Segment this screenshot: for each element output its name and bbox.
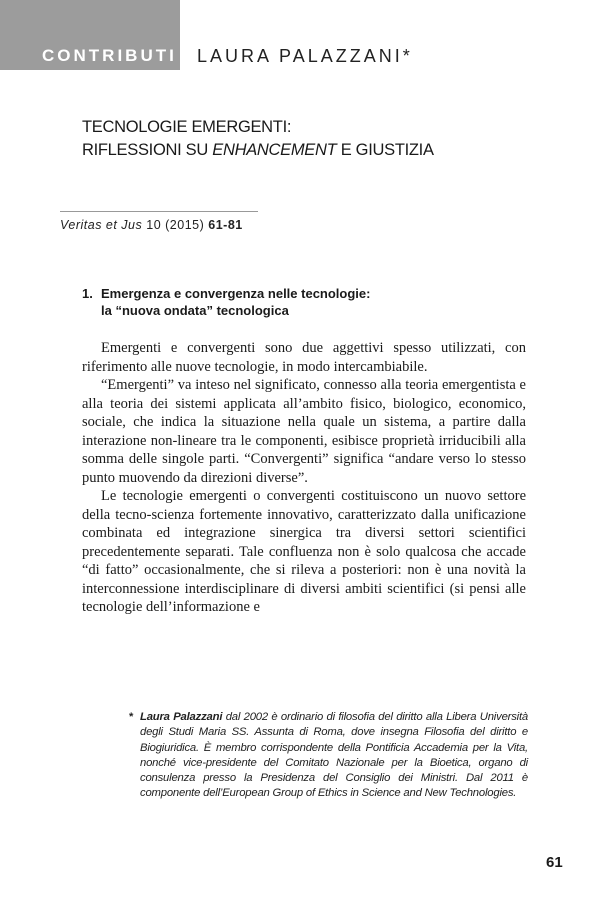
- paragraph: Le tecnologie emergenti o convergenti costituiscono un nuovo settore della tecno-scienza fortemente innovativo, caratterizzato dalla unificazione combinata ed integrazione sinergica tra diversi settori scientifici precedentemente separati. Tale confluenza non è solo qualcosa che accade “di fatto” occasionalmente, che si rileva a posteriori: non è una novità la interconnessione interdisciplinare di diversi ambiti scientifici (si pensi alle tecnologie dell’informazione e: [82, 488, 526, 615]
- section-label: CONTRIBUTI: [42, 46, 177, 65]
- title-line-2-end: E GIUSTIZIA: [336, 141, 434, 159]
- paragraph: “Emergenti” va inteso nel significato, connesso alla teoria emergentista e alla teoria dei sistemi applicata all’ambito fisico, biologico, economico, sociale, che indica la situazione nella quale un sistema, a partire dalla interazione non-lineare tra le componenti, esibisce proprietà irriducibili alla somma delle singole parti. “Convergenti” significa “andare verso lo stesso punto muovendo da direzioni diverse”.: [82, 377, 526, 486]
- author-footnote: [129, 710, 528, 802]
- article-title: [82, 116, 542, 162]
- paragraph: Emergenti e convergenti sono due aggettivi spesso utilizzati, con riferimento alle nuove tecnologie, in modo intercambiabile.: [82, 340, 526, 375]
- section-number: 1.: [82, 286, 93, 301]
- title-italic-term: ENHANCEMENT: [212, 141, 337, 159]
- journal-issue: 10 (2015): [146, 218, 205, 232]
- section-heading-line-2: la “nuova ondata” tecnologica: [101, 303, 289, 318]
- citation-rule: [60, 211, 258, 212]
- body-text: [82, 339, 526, 617]
- journal-name: Veritas et Jus: [60, 218, 143, 232]
- journal-citation: [60, 218, 243, 232]
- page-number: 61: [546, 854, 563, 871]
- title-line-2-start: RIFLESSIONI SU: [82, 141, 213, 159]
- title-line-2: [82, 139, 542, 162]
- author-name: LAURA PALAZZANI*: [197, 46, 413, 66]
- footnote-author-name: Laura Palazzani: [140, 711, 223, 723]
- title-line-1: TECNOLOGIE EMERGENTI:: [82, 118, 292, 136]
- page-range: 61-81: [208, 218, 243, 232]
- section-heading: [82, 285, 522, 319]
- section-heading-line-1: Emergenza e convergenza nelle tecnologie:: [101, 286, 371, 301]
- footnote-text: dal 2002 è ordinario di filosofia del diritto alla Libera Università degli Studi Maria SS. Assunta di Roma, dove insegna Filosofia del diritto e Biogiuridica. È membro corrispondente della Pontificia Accademia per la Vita, nonché vice-presidente del Comitato Nazionale per la Bioetica, organo di consulenza presso la Presidenza del Consiglio dei Ministri. Dal 2011 è componente dell’European Group of Ethics in Science and New Technologies.: [140, 711, 528, 800]
- footnote-mark: *: [129, 711, 134, 723]
